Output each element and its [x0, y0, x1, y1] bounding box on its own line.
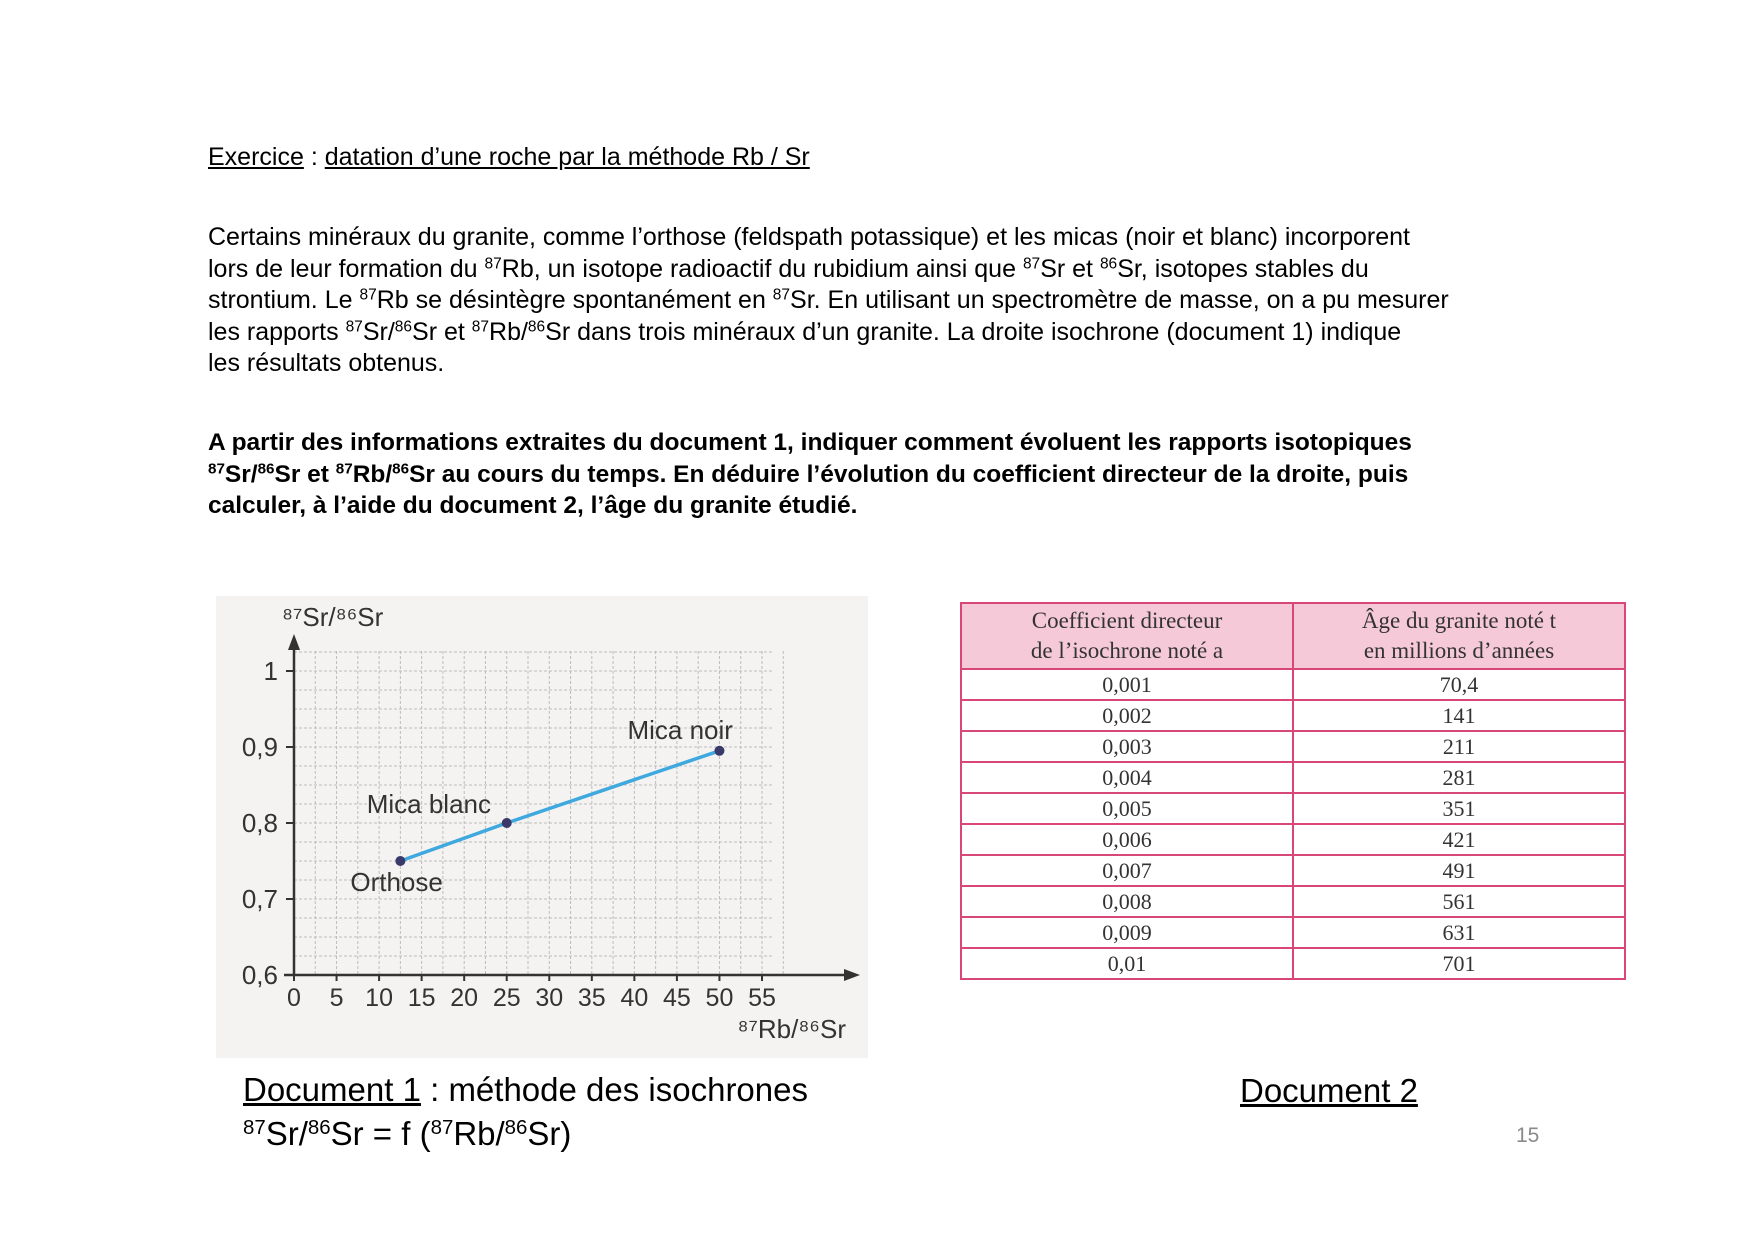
document-1-caption: Document 1 : méthode des isochrones $^{87}$Sr/$^{86}$Sr = f ($^{87}$Rb/$^{86}$Sr) [243, 1068, 808, 1156]
header-coefficient: Coefficient directeur de l’isochrone noté a [961, 603, 1293, 669]
y-tick-label: 0,8 [241, 808, 278, 838]
x-tick-label: 25 [492, 984, 521, 1012]
x-tick-label: 55 [748, 984, 776, 1012]
x-tick-label: 15 [407, 984, 436, 1012]
table-row [961, 700, 1625, 731]
para-line-3: strontium. Le $^{87}$Rb se désintègre spontanément en $^{87}$Sr. En utilisant un spectromètre de masse, on a pu mesurer [208, 286, 1449, 314]
header-age: Âge du granite noté t en millions d’années [1293, 603, 1625, 669]
question-block [208, 427, 1568, 522]
isochron-chart [216, 596, 868, 1058]
data-point [714, 746, 724, 756]
table-row [961, 793, 1625, 824]
x-axis-label: ⁸⁷Rb/⁸⁶Sr [737, 1014, 846, 1044]
cell-age: 351 [1293, 793, 1625, 824]
table-row [961, 855, 1625, 886]
cell-coefficient: 0,006 [961, 824, 1293, 855]
table-row [961, 669, 1625, 700]
question-line-2: $^{87}$Sr/$^{86}$Sr et $^{87}$Rb/$^{86}$Sr au cours du temps. En déduire l’évolution du coefficient directeur de la droite, puis [208, 460, 1409, 488]
x-axis-arrow [844, 969, 860, 981]
cell-coefficient: 0,002 [961, 700, 1293, 731]
title-separator: : [303, 143, 325, 171]
x-tick-label: 45 [663, 984, 691, 1012]
cell-coefficient: 0,005 [961, 793, 1293, 824]
x-tick-label: 10 [365, 984, 393, 1012]
cell-coefficient: 0,003 [961, 731, 1293, 762]
table-row [961, 948, 1625, 979]
table-row [961, 731, 1625, 762]
intro-paragraph [208, 222, 1548, 380]
y-tick-label: 0,6 [241, 960, 278, 990]
para-line-1: Certains minéraux du granite, comme l’orthose (feldspath potassique) et les micas (noir et blanc) incorporent [208, 223, 1410, 251]
x-tick-label: 35 [577, 984, 606, 1012]
cell-coefficient: 0,001 [961, 669, 1293, 700]
cell-coefficient: 0,004 [961, 762, 1293, 793]
cell-age: 141 [1293, 700, 1625, 731]
x-tick-label: 40 [620, 984, 649, 1012]
title-topic: datation d’une roche par la méthode Rb / Sr [324, 143, 810, 171]
exercise-title [208, 143, 810, 172]
table-row [961, 762, 1625, 793]
cell-coefficient: 0,009 [961, 917, 1293, 948]
data-point-label: Orthose [350, 867, 443, 897]
x-tick-label: 50 [705, 984, 734, 1012]
table-header-row [961, 603, 1625, 669]
y-tick-label: 1 [263, 656, 278, 686]
y-axis-label: ⁸⁷Sr/⁸⁶Sr [282, 602, 384, 632]
cell-age: 211 [1293, 731, 1625, 762]
document-1-formula: $^{87}$Sr/$^{86}$Sr = f ($^{87}$Rb/$^{86}$Sr) [243, 1115, 572, 1152]
para-line-4: les rapports $^{87}$Sr/$^{86}$Sr et $^{87}$Rb/$^{86}$Sr dans trois minéraux d’un granite. La droite isochrone (document 1) indique [208, 317, 1402, 346]
cell-age: 491 [1293, 855, 1625, 886]
data-point-label: Mica noir [627, 714, 733, 745]
coefficient-age-table-container [960, 602, 1626, 980]
cell-age: 70,4 [1293, 669, 1625, 700]
cell-age: 561 [1293, 886, 1625, 917]
cell-coefficient: 0,008 [961, 886, 1293, 917]
data-point-label: Mica blanc [366, 789, 492, 819]
cell-age: 631 [1293, 917, 1625, 948]
page-number: 15 [1516, 1124, 1540, 1147]
table-row [961, 886, 1625, 917]
document-1-label: Document 1 [243, 1071, 421, 1108]
table-row [961, 824, 1625, 855]
para-line-5: les résultats obtenus. [208, 349, 445, 377]
x-tick-label: 0 [287, 984, 301, 1012]
question-line-1: A partir des informations extraites du document 1, indiquer comment évoluent les rapports isotopiques [208, 429, 1412, 456]
document-2-caption: Document 2 [1240, 1072, 1418, 1109]
table-body [961, 669, 1625, 979]
question-line-3: calculer, à l’aide du document 2, l’âge du granite étudié. [208, 492, 858, 519]
cell-age: 701 [1293, 948, 1625, 979]
cell-age: 281 [1293, 762, 1625, 793]
isochron-chart-svg [216, 596, 868, 1058]
y-axis-arrow [288, 634, 300, 650]
coefficient-age-table [960, 602, 1626, 980]
para-line-2: lors de leur formation du $^{87}$Rb, un isotope radioactif du rubidium ainsi que $^{87}$Sr et $^{86}$Sr, isotopes stables du [208, 254, 1369, 283]
title-prefix: Exercice [208, 143, 304, 171]
cell-coefficient: 0,01 [961, 948, 1293, 979]
x-tick-label: 30 [535, 984, 564, 1012]
y-tick-label: 0,9 [241, 732, 278, 762]
data-point [502, 818, 512, 828]
data-point [395, 856, 405, 866]
x-tick-label: 20 [450, 984, 479, 1012]
y-tick-label: 0,7 [241, 884, 278, 914]
cell-coefficient: 0,007 [961, 855, 1293, 886]
x-tick-label: 5 [329, 984, 344, 1012]
table-row [961, 917, 1625, 948]
cell-age: 421 [1293, 824, 1625, 855]
